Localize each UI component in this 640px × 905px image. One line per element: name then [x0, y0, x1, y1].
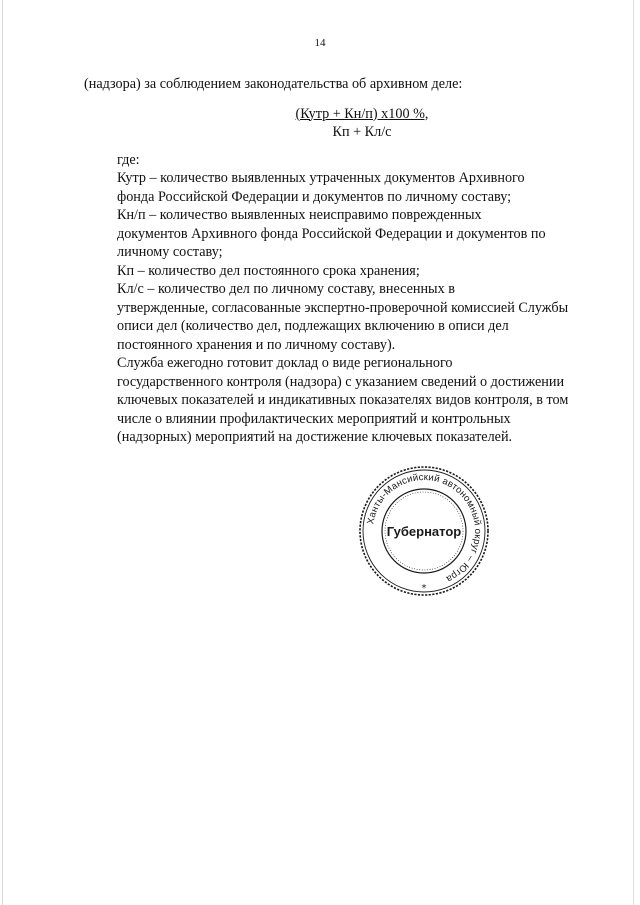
intro-line: (надзора) за соблюдением законодательства об архивном деле: — [84, 76, 463, 92]
page-number: 14 — [314, 37, 326, 49]
definition-knp — [84, 206, 570, 262]
definition-kls — [84, 280, 570, 354]
document-body — [84, 75, 570, 447]
page-edge-left — [2, 0, 3, 905]
where-label: где: — [117, 151, 140, 168]
text-line: (надзорных) мероприятий на достижение ключевых показателей. — [117, 429, 513, 445]
text-line: документов Архивного фонда Российской Федерации и документов по — [117, 225, 546, 242]
governor-seal — [356, 463, 492, 599]
text-line: личному составу; — [117, 244, 223, 260]
definition-kutr — [84, 169, 570, 206]
text-line: фонда Российской Федерации и документов по личному составу; — [117, 188, 512, 205]
formula-denominator: Кп + Кл/с — [332, 123, 392, 140]
text-line: ключевых показателей и индикативных показателях видов контроля, в том — [117, 392, 569, 408]
text-line: Кл/с – количество дел по личному составу, внесенных в — [117, 281, 455, 297]
text-line: Кн/п – количество выявленных неисправимо поврежденных — [117, 207, 482, 223]
formula-numerator: (Кутр + Кн/п) х100 %, — [295, 105, 429, 122]
text-line: описи дел (количество дел, подлежащих включению в описи дел — [117, 318, 509, 334]
text-line: Кп – количество дел постоянного срока хранения; — [117, 262, 420, 279]
text-line: государственного контроля (надзора) с указанием сведений о достижении — [117, 373, 565, 390]
formula — [84, 105, 570, 141]
text-line: Служба ежегодно готовит доклад о виде регионального — [117, 355, 453, 371]
seal-star: * — [421, 583, 427, 594]
text-line: утвержденные, согласованные экспертно-проверочной комиссией Службы — [117, 299, 569, 316]
seal-center-text: Губернатор — [386, 524, 462, 539]
report-paragraph — [84, 354, 570, 447]
page-edge-right — [633, 0, 634, 905]
seal-ring-textpath: Ханты-Мансийский автономный округ – Югра — [365, 471, 484, 585]
text-line: Кутр – количество выявленных утраченных документов Архивного — [117, 170, 525, 186]
definition-kp — [84, 262, 570, 281]
text-line: постоянного хранения и по личному составу). — [117, 336, 396, 353]
text-line: числе о влиянии профилактических мероприятий и контрольных — [117, 410, 511, 427]
